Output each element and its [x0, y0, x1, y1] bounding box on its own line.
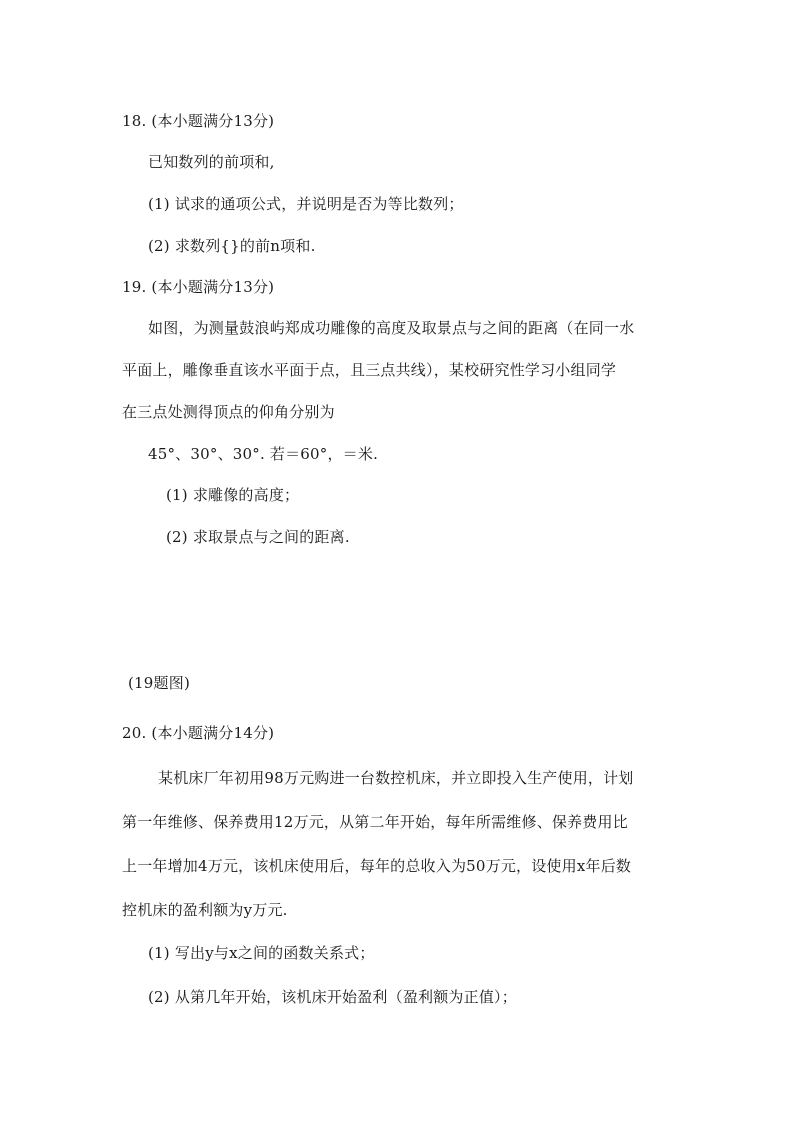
q19-text-line-3: 在三点处测得顶点的仰角分别为 [122, 403, 335, 421]
q19-header: 19. (本小题满分13分) [122, 278, 275, 296]
q20-text-line-2: 第一年维修、保养费用12万元，从第二年开始，每年所需维修、保养费用比 [122, 813, 628, 831]
q19-text-line-4: 45°、30°、30°. 若＝60°，＝米. [148, 445, 379, 463]
q18-header: 18. (本小题满分13分) [122, 112, 275, 130]
q19-figure-caption: (19题图) [128, 674, 190, 692]
q18-part-2: (2) 求数列{}的前n项和. [148, 237, 316, 255]
q20-part-1: (1) 写出y与x之间的函数关系式； [148, 944, 375, 962]
q19-text-line-1: 如图，为测量鼓浪屿郑成功雕像的高度及取景点与之间的距离（在同一水 [148, 319, 635, 337]
q20-text-line-4: 控机床的盈利额为y万元. [122, 901, 288, 919]
q20-text-line-3: 上一年增加4万元，该机床使用后，每年的总收入为50万元，设使用x年后数 [122, 857, 632, 875]
q19-text-line-2: 平面上，雕像垂直该水平面于点，且三点共线），某校研究性学习小组同学 [122, 361, 617, 379]
q18-part-1: (1) 试求的通项公式，并说明是否为等比数列； [148, 195, 464, 213]
q20-part-2: (2) 从第几年开始，该机床开始盈利（盈利额为正值）； [148, 988, 517, 1006]
q20-header: 20. (本小题满分14分) [122, 724, 275, 742]
q19-part-2: (2) 求取景点与之间的距离. [166, 528, 350, 546]
q19-part-1: (1) 求雕像的高度； [166, 486, 300, 504]
q18-intro: 已知数列的前项和, [148, 153, 275, 171]
q20-text-line-1: 某机床厂年初用98万元购进一台数控机床，并立即投入生产使用，计划 [158, 769, 634, 787]
